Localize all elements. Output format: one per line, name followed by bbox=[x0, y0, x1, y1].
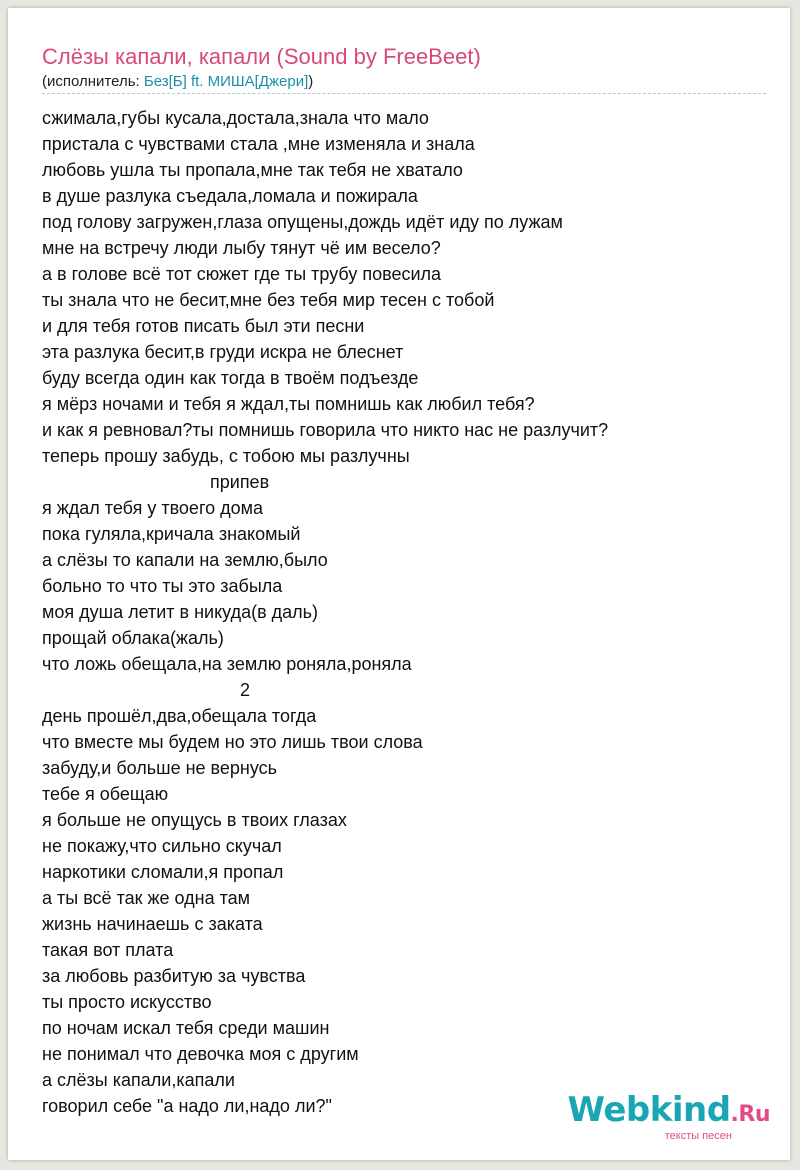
lyric-line: сжимала,губы кусала,достала,знала что мало bbox=[42, 108, 429, 128]
lyric-line: мне на встречу люди лыбу тянут чё им весело? bbox=[42, 238, 441, 258]
lyric-line: не понимал что девочка моя с другим bbox=[42, 1044, 359, 1064]
lyric-line: такая вот плата bbox=[42, 940, 174, 960]
lyric-line: а слёзы капали,капали bbox=[42, 1070, 235, 1090]
logo-tld: .Ru bbox=[730, 1102, 770, 1127]
lyric-line: пристала с чувствами стала ,мне изменяла и знала bbox=[42, 134, 475, 154]
artist-link[interactable]: Без[Б] ft. МИША[Джери] bbox=[143, 73, 309, 90]
lyric-line: эта разлука бесит,в груди искра не блеснет bbox=[42, 342, 404, 362]
lyric-line: тебе я обещаю bbox=[42, 784, 169, 804]
lyric-line: что вместе мы будем но это лишь твои слова bbox=[42, 732, 423, 752]
lyric-line: пока гуляла,кричала знакомый bbox=[42, 524, 301, 544]
lyric-line: а слёзы то капали на землю,было bbox=[42, 550, 328, 570]
lyric-line: наркотики сломали,я пропал bbox=[42, 862, 284, 882]
lyric-line: ты просто искусство bbox=[42, 992, 212, 1012]
lyric-line: моя душа летит в никуда(в даль) bbox=[42, 602, 319, 622]
site-logo[interactable] bbox=[567, 1090, 770, 1142]
lyric-line: забуду,и больше не вернусь bbox=[42, 758, 278, 778]
lyric-line: за любовь разбитую за чувства bbox=[42, 966, 306, 986]
lyrics-card bbox=[8, 8, 790, 1160]
lyric-line: любовь ушла ты пропала,мне так тебя не хватало bbox=[42, 160, 463, 180]
lyrics-body bbox=[42, 105, 782, 1119]
logo-tagline: тексты песен bbox=[664, 1130, 732, 1142]
lyric-line: а в голове всё тот сюжет где ты трубу повесила bbox=[42, 264, 442, 284]
lyric-line: я больше не опущусь в твоих глазах bbox=[42, 810, 347, 830]
lyric-line: что ложь обещала,на землю роняла,роняла bbox=[42, 654, 412, 674]
chorus-heading: припев bbox=[210, 472, 270, 492]
lyric-line: я ждал тебя у твоего дома bbox=[42, 498, 264, 518]
lyric-line: по ночам искал тебя среди машин bbox=[42, 1018, 330, 1038]
lyric-line: в душе разлука съедала,ломала и пожирала bbox=[42, 186, 418, 206]
logo-name: Webkind bbox=[567, 1090, 731, 1130]
lyric-line: больно то что ты это забыла bbox=[42, 576, 283, 596]
lyric-line: и для тебя готов писать был эти песни bbox=[42, 316, 365, 336]
lyric-line: прощай облака(жаль) bbox=[42, 628, 224, 648]
lyric-line: говорил себе "а надо ли,надо ли?" bbox=[42, 1096, 332, 1116]
header-divider bbox=[42, 93, 766, 94]
lyric-line: я мёрз ночами и тебя я ждал,ты помнишь как любил тебя? bbox=[42, 394, 535, 414]
lyric-line: под голову загружен,глаза опущены,дождь идёт иду по лужам bbox=[42, 212, 563, 232]
lyric-line: буду всегда один как тогда в твоём подъезде bbox=[42, 368, 419, 388]
lyric-line: не покажу,что сильно скучал bbox=[42, 836, 282, 856]
lyric-line: день прошёл,два,обещала тогда bbox=[42, 706, 317, 726]
song-title: Слёзы капали, капали (Sound by FreeBeet) bbox=[42, 44, 481, 69]
artist-byline bbox=[42, 73, 313, 90]
byline-prefix: (исполнитель: bbox=[42, 73, 144, 90]
lyric-line: а ты всё так же одна там bbox=[42, 888, 251, 908]
lyric-line: и как я ревновал?ты помнишь говорила что никто нас не разлучит? bbox=[42, 420, 609, 440]
lyric-line: ты знала что не бесит,мне без тебя мир тесен с тобой bbox=[42, 290, 495, 310]
lyric-line: жизнь начинаешь с заката bbox=[42, 914, 263, 934]
byline-suffix: ) bbox=[308, 73, 314, 90]
lyric-line: теперь прошу забудь, с тобою мы разлучны bbox=[42, 446, 410, 466]
verse-number: 2 bbox=[240, 680, 251, 700]
